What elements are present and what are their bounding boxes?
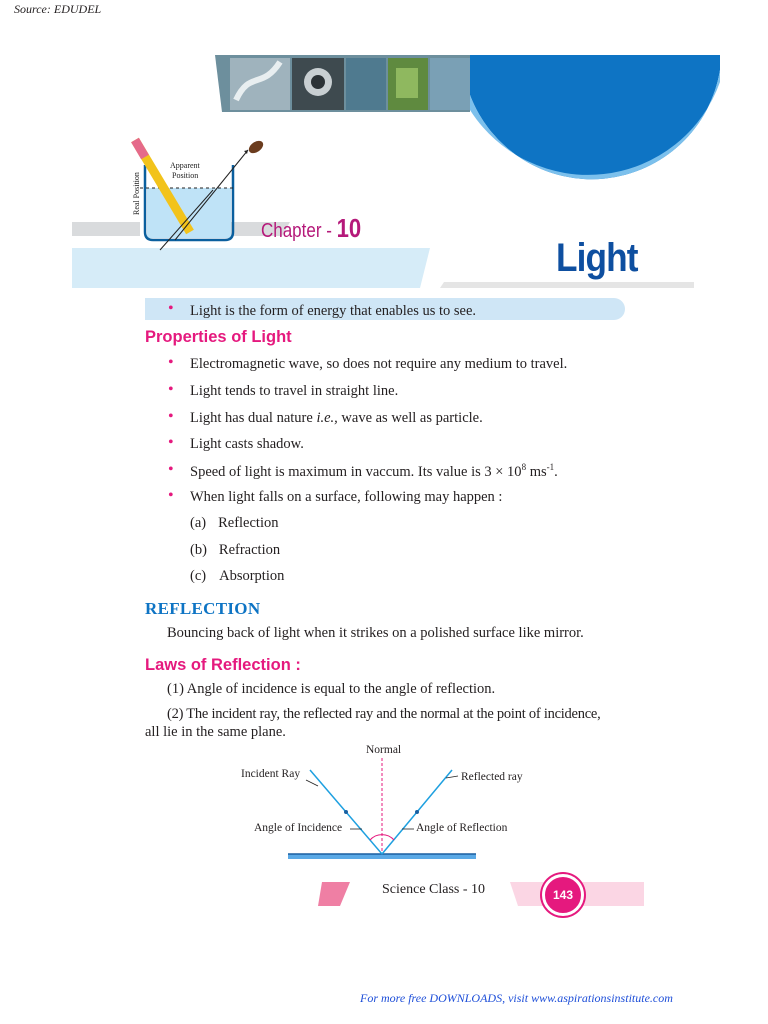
- bullet: •: [168, 408, 174, 425]
- sub-item: (c) Absorption: [190, 568, 285, 584]
- apparent-label: Apparent: [170, 161, 200, 170]
- bullet: •: [168, 487, 174, 504]
- property-item: When light falls on a surface, following may happen :: [190, 489, 503, 505]
- reflection-heading: REFLECTION: [145, 599, 261, 618]
- sub-item: (b) Refraction: [190, 542, 281, 558]
- law-2-continued: all lie in the same plane.: [145, 724, 286, 740]
- chapter-title: Light: [556, 236, 638, 280]
- downloads-link[interactable]: For more free DOWNLOADS, visit www.aspirationsinstitute.com: [360, 991, 673, 1005]
- bullet: •: [168, 434, 174, 451]
- reflection-diagram: [230, 740, 550, 870]
- photo-strip: [215, 55, 470, 112]
- laws-heading: Laws of Reflection :: [145, 656, 301, 674]
- reflected-ray-label: Reflected ray: [461, 771, 523, 783]
- real-position-label: Real Position: [132, 172, 141, 215]
- sub-item: (a) Reflection: [190, 515, 279, 531]
- apparent-label-2: Position: [172, 171, 199, 180]
- bullet: •: [168, 381, 174, 398]
- bullet: •: [168, 354, 174, 371]
- angle-reflection-label: Angle of Reflection: [416, 822, 508, 834]
- angle-incidence-label: Angle of Incidence: [254, 822, 343, 834]
- incident-ray-label: Incident Ray: [241, 768, 301, 780]
- page-number-badge: 143: [542, 874, 584, 916]
- chapter-number: 10: [336, 213, 362, 243]
- bullet: •: [168, 300, 174, 317]
- property-item: Light casts shadow.: [190, 436, 304, 452]
- law-2: (2) The incident ray, the reflected ray and the normal at the point of incidence,: [167, 706, 601, 722]
- bullet: •: [168, 461, 174, 478]
- property-item-speed: Speed of light is maximum in vaccum. Its value is $3 \times 10^8$ $ms^{-1}$.: [190, 462, 558, 480]
- chapter-label: Chapter - 10: [261, 213, 362, 243]
- blue-arc: [470, 55, 720, 179]
- footer-subject: Science Class - 10: [382, 882, 486, 897]
- intro-text: Light is the form of energy that enables us to see.: [190, 303, 477, 319]
- property-item: Light tends to travel in straight line.: [190, 383, 399, 399]
- property-item: Electromagnetic wave, so does not require any medium to travel.: [190, 356, 568, 372]
- properties-heading: Properties of Light: [145, 328, 292, 346]
- source-label: Source: EDUDEL: [14, 2, 102, 16]
- property-item-dual-nature: Light has dual nature i.e., wave as well as particle.: [190, 410, 483, 426]
- chapter-header-artwork: [0, 0, 768, 300]
- reflection-definition: Bouncing back of light when it strikes on a polished surface like mirror.: [167, 625, 584, 641]
- normal-label: Normal: [366, 744, 402, 756]
- law-1: (1) Angle of incidence is equal to the angle of reflection.: [167, 681, 496, 697]
